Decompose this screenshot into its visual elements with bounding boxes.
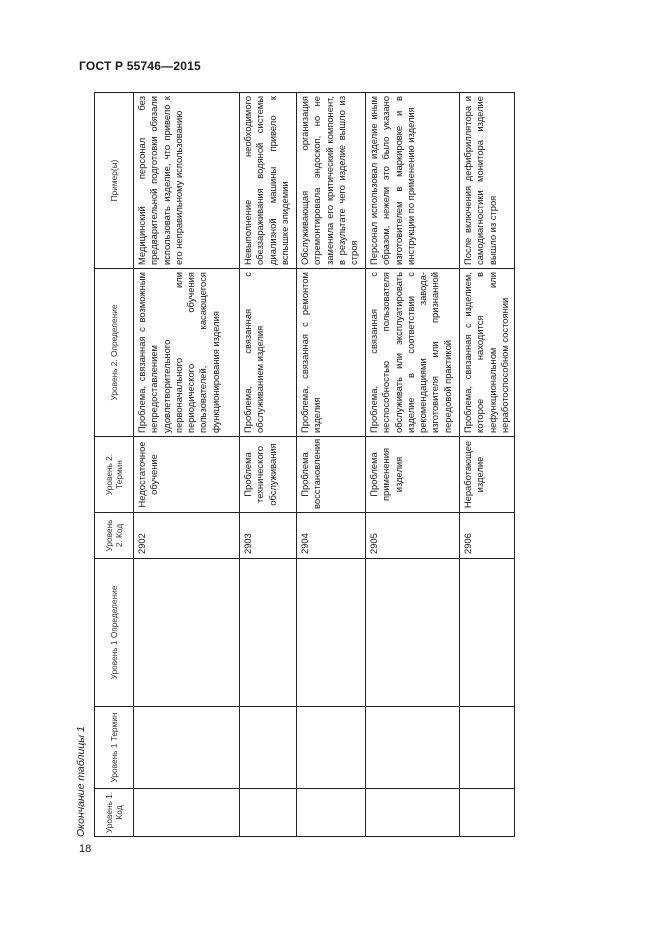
col-header-l1-code: Уровень 1. Код — [95, 789, 134, 837]
cell-l2-definition: Проблема, связанная с обслуживанием изделия — [240, 269, 297, 437]
cell-l2-code: 2904 — [297, 513, 366, 559]
cell-l1-code — [134, 789, 240, 837]
document-header: ГОСТ Р 55746—2015 — [79, 59, 201, 73]
cell-l1-definition — [297, 559, 366, 707]
cell-l1-code — [366, 789, 460, 837]
cell-example: Персонал использовал изделие иным образом, нежели это было указано изготовителем в маркировке и в инструкции по применению изделия — [366, 93, 460, 269]
cell-l2-definition: Проблема, связанная с ремонтом изделия — [297, 269, 366, 437]
cell-l1-code — [297, 789, 366, 837]
cell-l2-code: 2903 — [240, 513, 297, 559]
cell-example: Обслуживающая организация отремонтировала эндоскоп, но не заменила его критический компонент, в результате чего изделие вышло из строя — [297, 93, 366, 269]
cell-l1-definition — [134, 559, 240, 707]
table-caption: Окончание таблицы 1 — [75, 726, 87, 837]
cell-l2-term: Недостаточное обучение — [134, 437, 240, 513]
table-row — [297, 93, 366, 837]
cell-l2-term: Проблема восстановления — [297, 437, 366, 513]
cell-l1-term — [240, 707, 297, 789]
cell-l1-term — [366, 707, 460, 789]
col-header-l2-code: Уровень 2. Код — [95, 513, 134, 559]
table-row — [366, 93, 460, 837]
col-header-l1-term: Уровень 1 Термин — [95, 707, 134, 789]
cell-l2-code: 2905 — [366, 513, 460, 559]
cell-l1-definition — [366, 559, 460, 707]
cell-l1-definition — [460, 559, 515, 707]
col-header-l1-definition: Уровень 1 Определение — [95, 559, 134, 707]
cell-l1-term — [297, 707, 366, 789]
col-header-examples: Пример(ы) — [95, 93, 134, 269]
cell-l1-code — [240, 789, 297, 837]
table-row — [460, 93, 515, 837]
cell-l1-term — [134, 707, 240, 789]
cell-l2-term: Проблема технического обслуживания — [240, 437, 297, 513]
cell-example: Медицинский персонал без предварительной подготовки обязали использовать изделие, что привело к его неправильному использованию — [134, 93, 240, 269]
cell-l2-definition: Проблема, связанная с возможным непредоставлением удовлетворительного первоначального или периодического обучения пользователей, касающегося функционирования изделия — [134, 269, 240, 437]
cell-l2-term: Проблема применения изделия — [366, 437, 460, 513]
cell-l1-definition — [240, 559, 297, 707]
rotated-table-block — [75, 93, 510, 837]
table-row — [240, 93, 297, 837]
col-header-l2-definition: Уровень 2. Определение — [95, 269, 134, 437]
page-number: 18 — [79, 843, 92, 855]
cell-l2-code: 2906 — [460, 513, 515, 559]
cell-l2-definition: Проблема, связанная с изделием, которое находится в нефункциональном или неработоспособном состоянии — [460, 269, 515, 437]
col-header-l2-term: Уровень 2. Термин — [95, 437, 134, 513]
cell-l2-definition: Проблема, связанная с неспособностью пользователя обслуживать или эксплуатировать изделие в соответствии с рекомендациями завода-изготовителя или признанной передовой практикой — [366, 269, 460, 437]
cell-example: После включения дефибриллятора и самодиагностики монитора изделие вышло из строя — [460, 93, 515, 269]
cell-l1-code — [460, 789, 515, 837]
table-row — [134, 93, 240, 837]
cell-l1-term — [460, 707, 515, 789]
cell-l2-term: Неработающее изделие — [460, 437, 515, 513]
classification-table — [94, 92, 515, 837]
table-header-row — [95, 93, 134, 837]
cell-example: Невыполнение необходимого обеззараживания водяной системы диализной машины привело к вспышке эпидемии — [240, 93, 297, 269]
cell-l2-code: 2902 — [134, 513, 240, 559]
